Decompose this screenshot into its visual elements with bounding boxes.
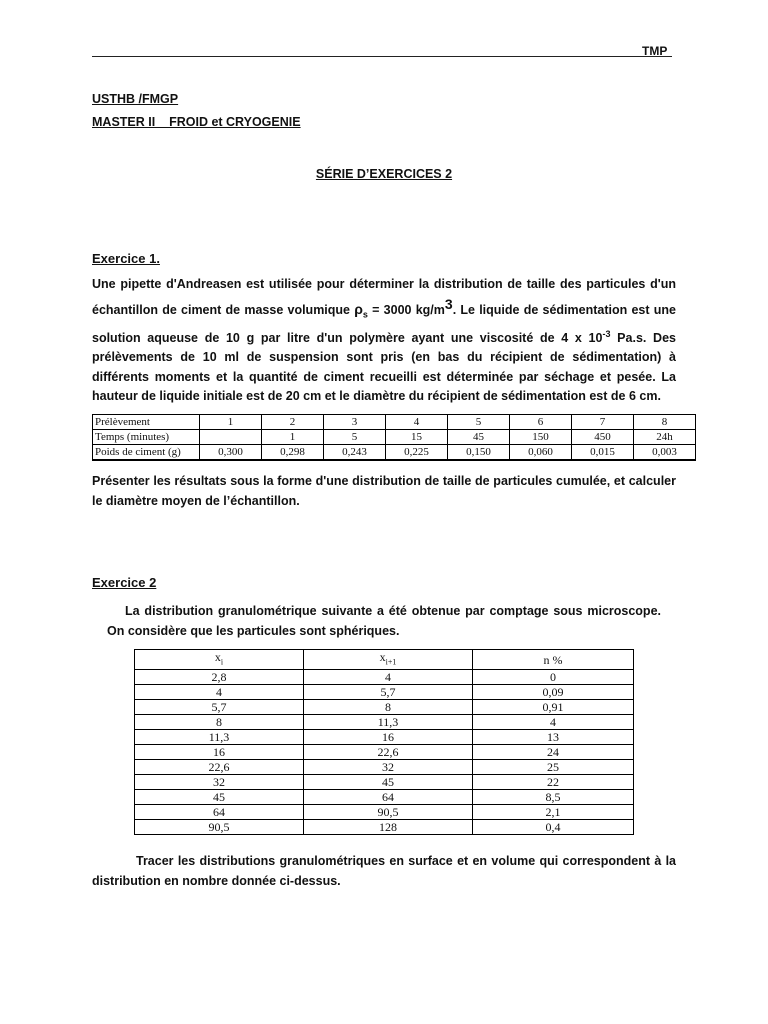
table-cell: 5,7 xyxy=(135,700,304,715)
table-cell: 8 xyxy=(304,700,473,715)
table-row xyxy=(135,805,634,820)
table-cell: 32 xyxy=(304,760,473,775)
table-row xyxy=(135,715,634,730)
exercise-2-heading: Exercice 2 xyxy=(92,575,157,590)
table-cell: 0,4 xyxy=(473,820,634,835)
table-cell: 22,6 xyxy=(135,760,304,775)
rho-symbol: ρ xyxy=(354,300,363,317)
table-row xyxy=(135,670,634,685)
exercise-1-question: Présenter les résultats sous la forme d'une distribution de taille de particules cumulée, et calculer le diamètre moyen de l’échantillon. xyxy=(92,474,676,508)
table-cell: 1 xyxy=(262,430,324,445)
table-cell: 11,3 xyxy=(304,715,473,730)
table-cell: 32 xyxy=(135,775,304,790)
row-label: Temps (minutes) xyxy=(93,430,200,445)
table-cell: 4 xyxy=(304,670,473,685)
table-cell: 90,5 xyxy=(135,820,304,835)
col-header-n: n % xyxy=(473,650,634,670)
table-cell: 45 xyxy=(448,430,510,445)
table-cell: 64 xyxy=(304,790,473,805)
table-cell: 64 xyxy=(135,805,304,820)
table-cell: 22,6 xyxy=(304,745,473,760)
table-cell: 3 xyxy=(324,415,386,430)
granulometry-table xyxy=(134,649,634,835)
table-cell: 45 xyxy=(304,775,473,790)
table-cell: 24h xyxy=(634,430,696,445)
row-label: Poids de ciment (g) xyxy=(93,445,200,461)
table-cell: 0,225 xyxy=(386,445,448,461)
table-row xyxy=(135,730,634,745)
table-cell: 0,300 xyxy=(200,445,262,461)
table-cell: 2,8 xyxy=(135,670,304,685)
exercise-1-statement xyxy=(92,275,676,407)
table-cell: 16 xyxy=(304,730,473,745)
table-cell: 8 xyxy=(135,715,304,730)
table-cell: 6 xyxy=(510,415,572,430)
table-row xyxy=(135,820,634,835)
institution: USTHB /FMGP xyxy=(92,92,179,106)
table-cell: 0,91 xyxy=(473,700,634,715)
ex1-text-d: Pa.s. Des prélèvements de 10 ml de suspension sont pris (en bas du récipient de sédimentation) à différents moments et la quantité de ciment recueilli est déterminée par séchage et pesée. La hauteur de liquide initiale est de 20 cm et le diamètre du récipient de sédimentation est de 6 cm. xyxy=(92,330,676,404)
table-row xyxy=(135,775,634,790)
table-cell: 0,150 xyxy=(448,445,510,461)
table-row xyxy=(135,700,634,715)
table-cell: 4 xyxy=(135,685,304,700)
ex1-text-b: = 3000 kg/m xyxy=(367,302,445,317)
table-cell: 0,060 xyxy=(510,445,572,461)
table-cell: 0,015 xyxy=(572,445,634,461)
table-cell: 0,09 xyxy=(473,685,634,700)
table-row xyxy=(135,685,634,700)
table-cell: 0 xyxy=(473,670,634,685)
table-cell: 8 xyxy=(634,415,696,430)
andreasen-table xyxy=(92,414,696,461)
ex1-exponent-2: -3 xyxy=(602,328,611,339)
table-cell: 24 xyxy=(473,745,634,760)
exercise-2-question: Tracer les distributions granulométriques en surface et en volume qui correspondent à la distribution en nombre donnée ci-dessus. xyxy=(92,854,676,888)
table-cell: 11,3 xyxy=(135,730,304,745)
col-header-xi1: $x_{i+1}$ xyxy=(304,650,473,670)
header-tag: TMP xyxy=(642,44,668,58)
table-row xyxy=(93,445,696,461)
table-row xyxy=(135,745,634,760)
table-cell: 8,5 xyxy=(473,790,634,805)
table-cell: 5,7 xyxy=(304,685,473,700)
table-cell: 15 xyxy=(386,430,448,445)
table-row xyxy=(93,415,696,430)
col-header-xi: $x_i$ xyxy=(135,650,304,670)
table-cell: 16 xyxy=(135,745,304,760)
table-cell: 25 xyxy=(473,760,634,775)
table-cell: 0,003 xyxy=(634,445,696,461)
ex1-exponent-1: 3 xyxy=(444,295,453,312)
table-cell: 5 xyxy=(448,415,510,430)
table-cell: 128 xyxy=(304,820,473,835)
table-cell: 2,1 xyxy=(473,805,634,820)
table-cell: 45 xyxy=(135,790,304,805)
table-row xyxy=(135,790,634,805)
table-row xyxy=(135,760,634,775)
ex1-text-a: Une pipette d'Andreasen est utilisée pour déterminer la distribution de taille des particules d'un échantillon de ciment de masse volumique xyxy=(92,277,676,317)
table-cell: 4 xyxy=(473,715,634,730)
table-cell xyxy=(200,430,262,445)
table-cell: 450 xyxy=(572,430,634,445)
table-cell: 0,243 xyxy=(324,445,386,461)
table-cell: 4 xyxy=(386,415,448,430)
table-cell: 2 xyxy=(262,415,324,430)
exercise-1-heading: Exercice 1. xyxy=(92,251,160,266)
rho-subscript: s xyxy=(362,309,368,320)
table-cell: 22 xyxy=(473,775,634,790)
table-cell: 13 xyxy=(473,730,634,745)
table-cell: 90,5 xyxy=(304,805,473,820)
table-row xyxy=(93,430,696,445)
ex1-text-c: . Le liquide de sédimentation est une solution aqueuse de 10 g par litre d'un polymère ayant une viscosité de 4 x 10 xyxy=(92,302,676,345)
table-cell: 7 xyxy=(572,415,634,430)
page-title: SÉRIE D’EXERCICES 2 xyxy=(315,167,453,181)
table-cell: 1 xyxy=(200,415,262,430)
table-cell: 0,298 xyxy=(262,445,324,461)
exercise-2-intro: La distribution granulométrique suivante a été obtenue par comptage sous microscope. On considère que les particules sont sphériques. xyxy=(107,604,661,638)
header-rule xyxy=(92,56,672,57)
row-label: Prélèvement xyxy=(93,415,200,430)
table-cell: 150 xyxy=(510,430,572,445)
program: MASTER II FROID et CRYOGENIE xyxy=(92,115,301,129)
table-cell: 5 xyxy=(324,430,386,445)
